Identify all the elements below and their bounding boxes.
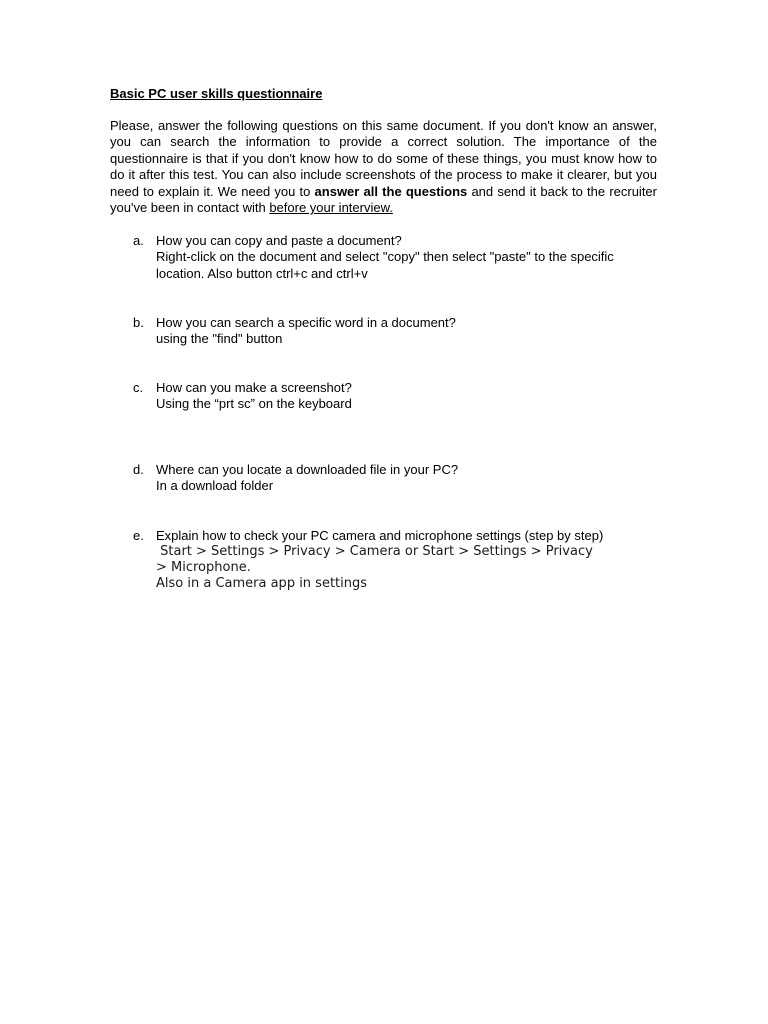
intro-underlined-text: before your interview. <box>269 200 393 216</box>
intro-bold-text: answer all the questions <box>314 183 468 199</box>
intro-text-part2: and send it back to the recruiter you've been in contact with <box>110 183 657 216</box>
question-text: Explain how to check your PC camera and microphone settings (step by step) <box>156 528 604 543</box>
question-item-a <box>156 233 636 282</box>
question-marker-e: e. <box>133 528 144 543</box>
intro-paragraph <box>110 118 657 216</box>
question-text: How you can search a specific word in a document? <box>156 315 456 330</box>
question-marker-a: a. <box>133 233 144 248</box>
answer-text[interactable]: using the "find" button <box>156 331 283 347</box>
answer-text[interactable]: Start > Settings > Privacy > Camera or Start > Settings > Privacy > Microphone. <box>156 544 597 575</box>
question-text: How can you make a screenshot? <box>156 380 352 395</box>
answer-text[interactable]: In a download folder <box>156 478 274 494</box>
answer-text[interactable]: Using the “prt sc” on the keyboard <box>156 396 352 412</box>
question-marker-c: c. <box>133 380 144 395</box>
question-marker-b: b. <box>133 315 144 330</box>
answer-text[interactable]: Right-click on the document and select "copy" then select "paste" to the specific location. Also button ctrl+c and ctrl+v <box>156 249 614 281</box>
question-item-b <box>156 315 636 348</box>
question-item-c <box>156 380 636 413</box>
question-text: Where can you locate a downloaded file in your PC? <box>156 462 459 477</box>
question-item-d <box>156 462 636 495</box>
question-marker-d: d. <box>133 462 144 477</box>
answer-text-extra[interactable]: Also in a Camera app in settings <box>156 575 368 591</box>
intro-text-part1: Please, answer the following questions on this same document. If you don't know an answer, you can search the information to provide a correct solution. The importance of the questionnaire is that if you don't know how to do some of these things, you must know how to do it after this test. You can also include screenshots of the process to make it clearer, but you need to explain it. We need you to <box>110 118 657 199</box>
document-title: Basic PC user skills questionnaire <box>110 86 323 101</box>
question-item-e <box>156 528 604 591</box>
question-text: How you can copy and paste a document? <box>156 233 402 248</box>
